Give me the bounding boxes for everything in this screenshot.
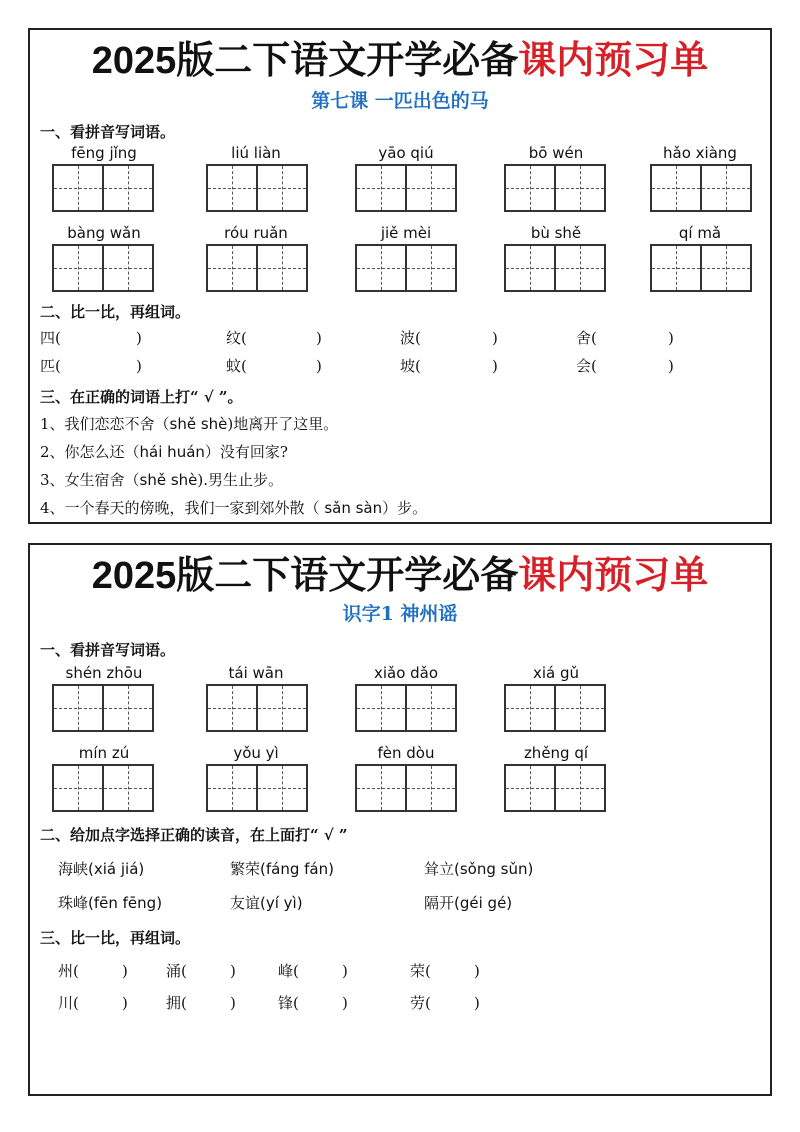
compare-close: ) [668,357,674,375]
pinyin-label: shén zhōu [65,664,143,682]
writing-cell[interactable] [504,244,556,292]
pinyin-label: xiá gǔ [532,664,580,682]
writing-cell[interactable] [206,684,258,732]
reading-item[interactable]: 隔开(géi gé) [424,894,513,912]
compare-close: ) [492,357,498,375]
writing-cell[interactable] [556,244,606,292]
writing-cell[interactable] [504,164,556,212]
reading-item[interactable]: 友谊(yí yì) [230,894,303,912]
compare-close: ) [316,357,322,375]
writing-cell[interactable] [407,684,457,732]
pinyin-label: mín zú [78,744,130,762]
compare-close: ) [492,329,498,347]
writing-cell[interactable] [355,164,407,212]
worksheet-title: 2025版二下语文开学必备课内预习单 [91,40,709,82]
compare-close: ) [136,329,142,347]
writing-cell[interactable] [556,684,606,732]
worksheet-lesson-7 [28,28,772,524]
check-item[interactable]: 3、女生宿舍（shě shè).男生止步。 [40,471,284,489]
worksheet-literacy-1 [28,543,772,1096]
pinyin-label: bù shě [530,224,582,242]
compare-close: ) [230,962,236,980]
writing-grid[interactable] [504,764,606,812]
compare-close: ) [316,329,322,347]
writing-cell[interactable] [258,764,308,812]
compare-item: 州( [58,962,79,980]
writing-cell[interactable] [52,244,104,292]
compare-item: 波( [400,329,421,347]
writing-cell[interactable] [355,244,407,292]
writing-grid[interactable] [355,764,457,812]
compare-item: 蚊( [226,357,247,375]
compare-item: 锋( [278,994,299,1012]
compare-close: ) [342,994,348,1012]
section-heading-compare: 三、比一比，再组词。 [40,929,191,947]
writing-grid[interactable] [52,244,154,292]
writing-grid[interactable] [206,244,308,292]
writing-cell[interactable] [258,164,308,212]
writing-cell[interactable] [504,684,556,732]
writing-cell[interactable] [52,164,104,212]
writing-grid[interactable] [52,764,154,812]
writing-grid[interactable] [504,244,606,292]
compare-close: ) [122,994,128,1012]
writing-grid[interactable] [355,684,457,732]
pinyin-label: hǎo xiàng [663,144,737,162]
compare-item: 四( [40,329,61,347]
compare-item: 川( [58,994,79,1012]
compare-close: ) [474,994,480,1012]
writing-cell[interactable] [52,684,104,732]
pinyin-label: fèn dòu [377,744,435,762]
writing-cell[interactable] [258,684,308,732]
writing-cell[interactable] [258,244,308,292]
pinyin-label: bàng wǎn [67,224,141,242]
pinyin-label: jiě mèi [380,224,432,242]
writing-grid[interactable] [206,684,308,732]
section-heading-compare: 二、比一比，再组词。 [40,303,191,321]
compare-close: ) [230,994,236,1012]
worksheet-title: 2025版二下语文开学必备课内预习单 [91,555,709,597]
writing-cell[interactable] [104,764,154,812]
writing-cell[interactable] [104,244,154,292]
compare-close: ) [122,962,128,980]
lesson-title: 识字1 神州谣 [342,603,458,625]
pinyin-label: xiǎo dǎo [373,664,439,682]
lesson-title: 第七课 一匹出色的马 [311,90,489,112]
writing-cell[interactable] [702,164,752,212]
writing-grid[interactable] [52,164,154,212]
pinyin-label: tái wān [228,664,284,682]
pinyin-label: zhěng qí [523,744,589,762]
writing-cell[interactable] [104,684,154,732]
pinyin-label: fēng jǐng [71,144,137,162]
pinyin-label: yǒu yì [233,744,279,762]
check-item[interactable]: 2、你怎么还（hái huán）没有回家? [40,443,288,461]
reading-item[interactable]: 珠峰(fēn fēng) [58,894,163,912]
writing-cell[interactable] [206,244,258,292]
compare-item: 坡( [400,357,421,375]
compare-item: 劳( [410,994,431,1012]
writing-cell[interactable] [407,164,457,212]
writing-grid[interactable] [504,164,606,212]
compare-item: 拥( [166,994,187,1012]
reading-item[interactable]: 海峡(xiá jiá) [58,860,145,878]
writing-cell[interactable] [52,764,104,812]
pinyin-label: bō wén [528,144,584,162]
check-item[interactable]: 1、我们恋恋不舍（shě shè)地离开了这里。 [40,415,339,433]
writing-grid[interactable] [650,244,752,292]
compare-item: 峰( [278,962,299,980]
section-heading-pinyin: 一、看拼音写词语。 [40,641,176,659]
compare-item: 舍( [576,329,597,347]
reading-item[interactable]: 耸立(sǒng sǔn) [424,860,534,878]
compare-item: 会( [576,357,597,375]
compare-close: ) [342,962,348,980]
writing-grid[interactable] [52,684,154,732]
writing-cell[interactable] [407,244,457,292]
pinyin-label: liú liàn [231,144,281,162]
writing-grid[interactable] [206,164,308,212]
compare-item: 纹( [226,329,247,347]
section-heading-check: 三、在正确的词语上打“ √ ”。 [40,388,243,406]
writing-cell[interactable] [206,164,258,212]
writing-grid[interactable] [650,164,752,212]
writing-grid[interactable] [355,164,457,212]
check-item[interactable]: 4、一个春天的傍晚，我们一家到郊外散（ sǎn sàn）步。 [40,499,428,517]
writing-grid[interactable] [504,684,606,732]
writing-cell[interactable] [556,164,606,212]
compare-close: ) [136,357,142,375]
compare-item: 涌( [166,962,187,980]
writing-cell[interactable] [355,764,407,812]
compare-close: ) [474,962,480,980]
writing-cell[interactable] [355,684,407,732]
writing-cell[interactable] [702,244,752,292]
compare-item: 匹( [40,357,61,375]
pinyin-label: róu ruǎn [224,224,288,242]
writing-cell[interactable] [556,764,606,812]
compare-close: ) [668,329,674,347]
compare-item: 荣( [410,962,431,980]
writing-cell[interactable] [650,164,702,212]
writing-cell[interactable] [104,164,154,212]
pinyin-label: yāo qiú [378,144,434,162]
writing-cell[interactable] [407,764,457,812]
section-heading-pinyin: 一、看拼音写词语。 [40,123,176,141]
writing-grid[interactable] [355,244,457,292]
section-heading-reading: 二、给加点字选择正确的读音，在上面打“ √ ” [40,826,348,844]
pinyin-label: qí mǎ [678,224,722,242]
writing-grid[interactable] [206,764,308,812]
writing-cell[interactable] [504,764,556,812]
writing-cell[interactable] [650,244,702,292]
writing-cell[interactable] [206,764,258,812]
reading-item[interactable]: 繁荣(fáng fán) [230,860,334,878]
